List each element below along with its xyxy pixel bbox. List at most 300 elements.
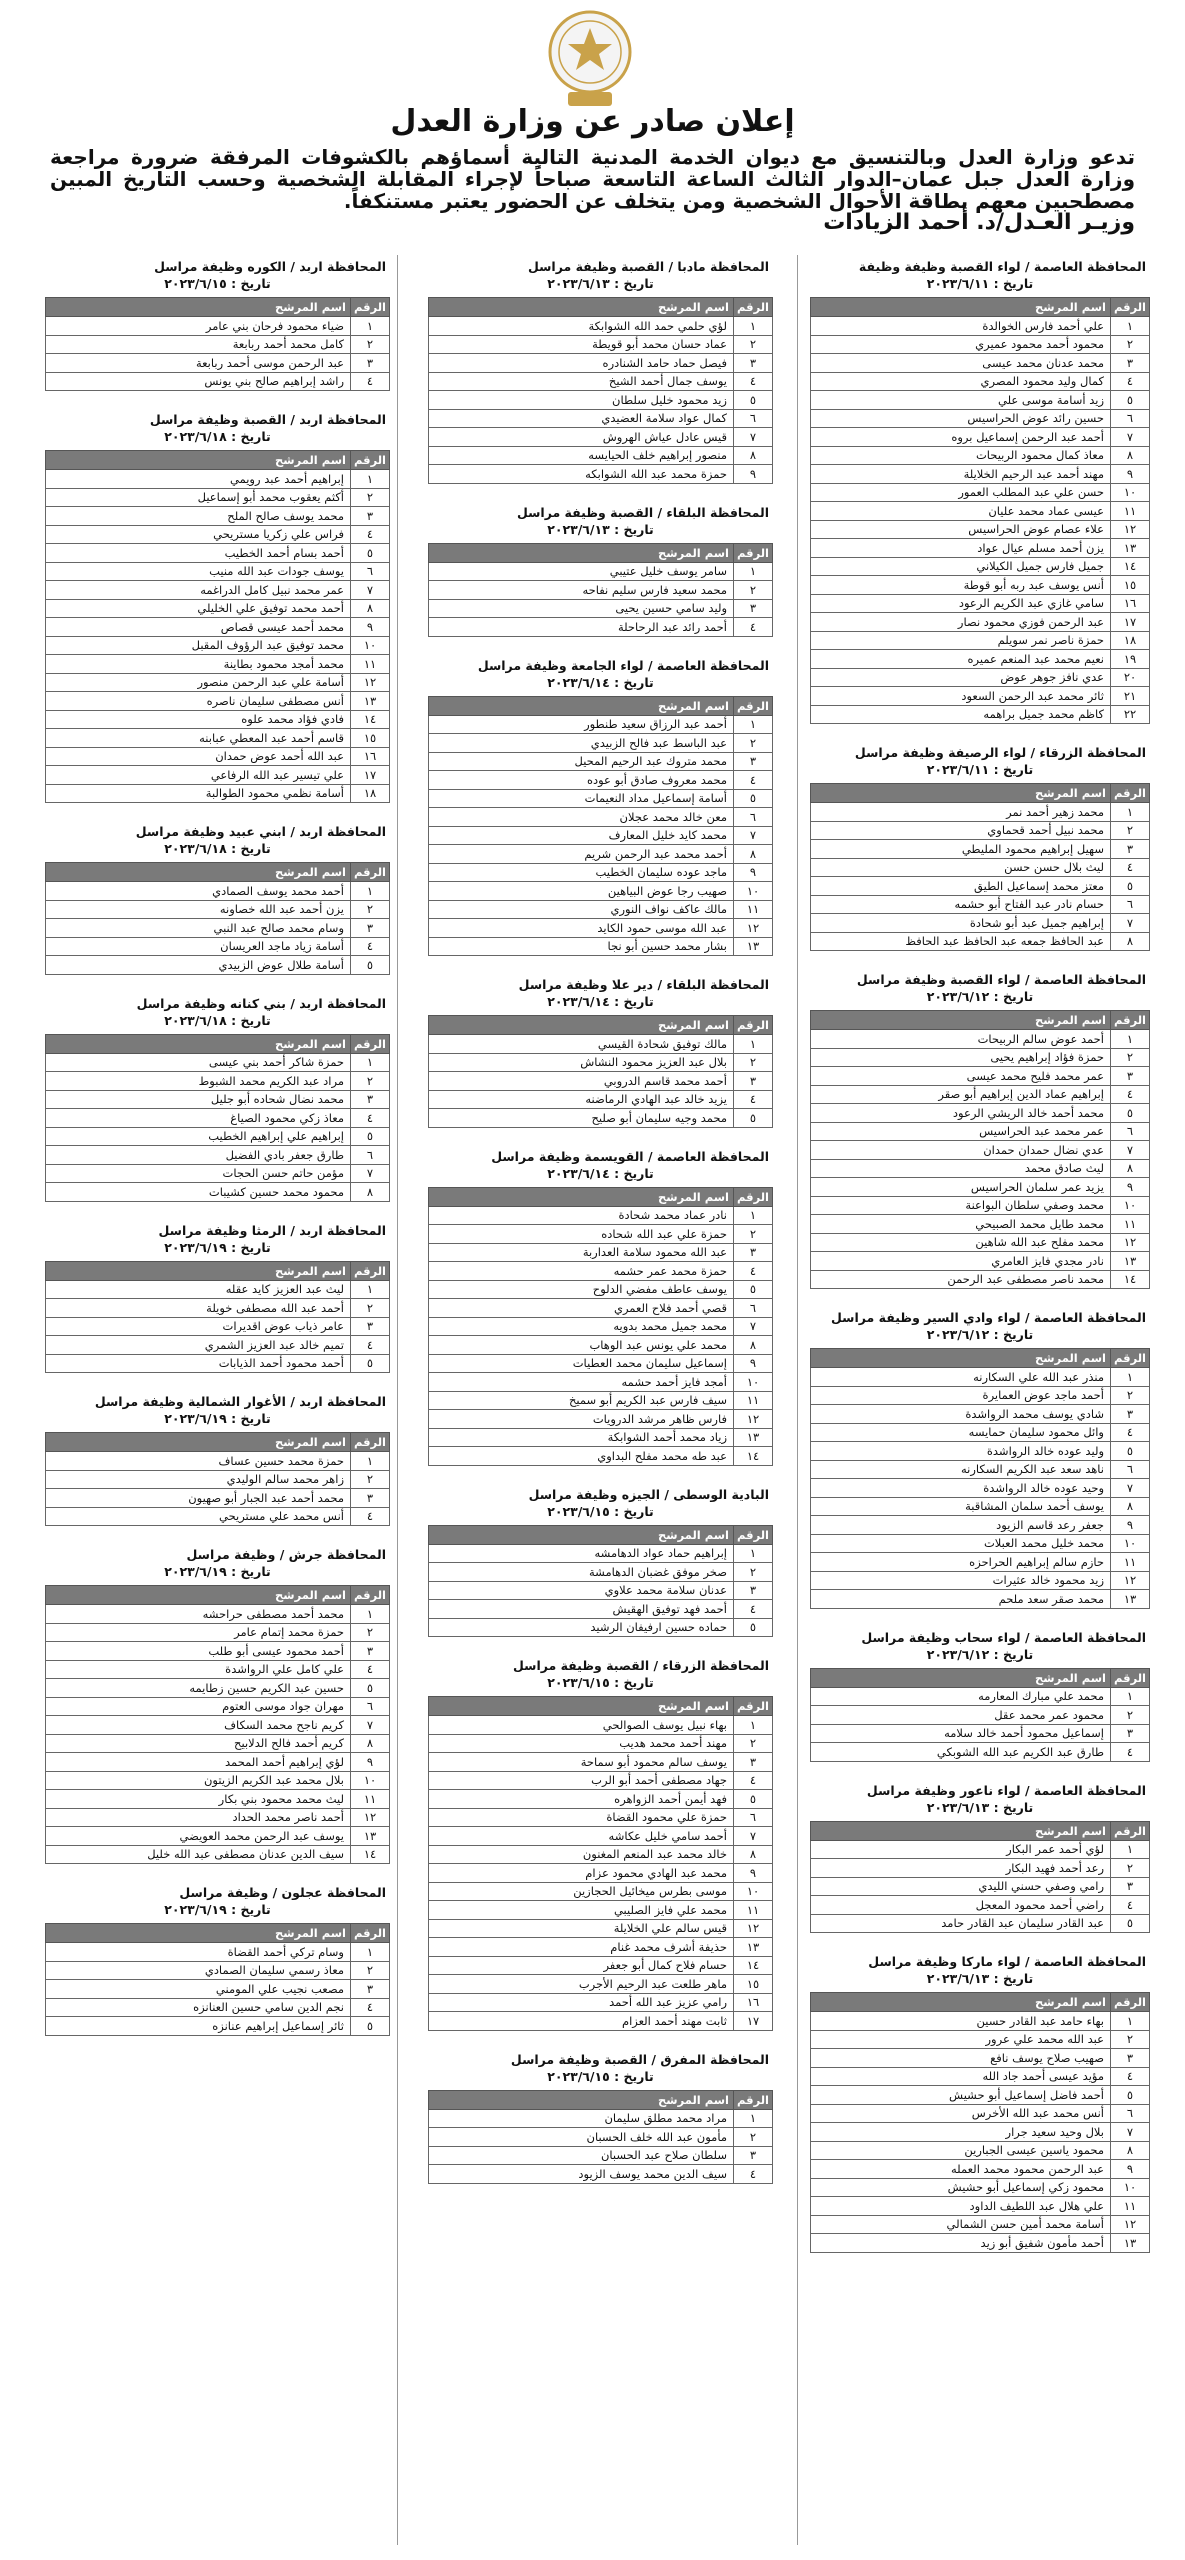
candidate-section bbox=[810, 1782, 1150, 1934]
candidate-name: وسام تركي أحمد القضاة bbox=[46, 1943, 351, 1962]
row-number: ١٢ bbox=[734, 919, 773, 938]
candidates-table bbox=[810, 1821, 1150, 1934]
table-row bbox=[429, 1109, 773, 1128]
section-title: المحافظة مادبا / القصبة وظيفة مراسل bbox=[527, 259, 769, 274]
row-number: ٦ bbox=[734, 1808, 773, 1827]
candidate-name: ثائر محمد عبد الرحمن السعود bbox=[811, 687, 1111, 706]
table-row bbox=[811, 1896, 1150, 1915]
candidate-name: محمد علي يونس عبد الوهاب bbox=[429, 1336, 734, 1355]
candidate-name: علاء عصام عوض الحراسيس bbox=[811, 520, 1111, 539]
candidate-name: عبد الله موسى حمود الكايد bbox=[429, 919, 734, 938]
row-number: ١١ bbox=[1111, 1215, 1150, 1234]
candidate-name: مهند أحمد محمد هديب bbox=[429, 1734, 734, 1753]
candidate-name: أحمد محمد قاسم الدروبي bbox=[429, 1072, 734, 1091]
candidate-name: علي أحمد فارس الخوالدة bbox=[811, 317, 1111, 336]
row-number: ٣ bbox=[734, 1243, 773, 1262]
row-number: ١٣ bbox=[1111, 2234, 1150, 2253]
table-row bbox=[46, 335, 390, 354]
table-row bbox=[429, 1410, 773, 1429]
num-header: الرقم bbox=[734, 543, 773, 562]
candidate-name: حمزة محمد عمر حشمه bbox=[429, 1262, 734, 1281]
candidate-name: محمد أحمد مصطفى حراحشه bbox=[46, 1605, 351, 1624]
section-date: تاريخ : ٢٠٢٣/٦/١٩ bbox=[164, 1411, 271, 1426]
table-row bbox=[46, 1790, 390, 1809]
candidates-table bbox=[810, 1992, 1150, 2253]
row-number: ٥ bbox=[351, 544, 390, 563]
section-date: تاريخ : ٢٠٢٣/٦/١٨ bbox=[164, 429, 271, 444]
row-number: ١٩ bbox=[1111, 650, 1150, 669]
candidate-name: قيس عادل عياش الهروش bbox=[429, 428, 734, 447]
table-row bbox=[811, 2104, 1150, 2123]
candidate-name: عبد الله أحمد عوض حمدان bbox=[46, 747, 351, 766]
table-row bbox=[811, 483, 1150, 502]
section-title: المحافظة العاصمة / لواء الجامعة وظيفة مراسل bbox=[477, 657, 769, 673]
section-title: المحافظة عجلون / وظيفة مراسل bbox=[179, 1885, 386, 1900]
table-row bbox=[46, 317, 390, 336]
table-row bbox=[429, 937, 773, 956]
row-number: ٢ bbox=[734, 1225, 773, 1244]
candidate-name: صخر موفق غضبان الدهامشة bbox=[429, 1563, 734, 1582]
row-number: ١٠ bbox=[1111, 1534, 1150, 1553]
candidate-section bbox=[810, 971, 1150, 1289]
row-number: ٨ bbox=[734, 1845, 773, 1864]
row-number: ١٣ bbox=[1111, 1590, 1150, 1609]
row-number: ٧ bbox=[734, 826, 773, 845]
candidate-name: أسامة محمد أمين حسن الشمالي bbox=[811, 2215, 1111, 2234]
candidate-name: كمال وليد محمود المصري bbox=[811, 372, 1111, 391]
candidate-name: ليث بلال حسن حسن bbox=[811, 858, 1111, 877]
table-row bbox=[429, 1716, 773, 1735]
table-row bbox=[429, 2146, 773, 2165]
row-number: ٦ bbox=[1111, 409, 1150, 428]
table-row bbox=[811, 687, 1150, 706]
name-header: اسم المرشح bbox=[46, 1433, 351, 1452]
candidate-section bbox=[810, 744, 1150, 951]
table-row bbox=[46, 882, 390, 901]
row-number: ٦ bbox=[351, 1146, 390, 1165]
table-row bbox=[46, 372, 390, 391]
column-divider bbox=[397, 255, 398, 2545]
candidate-name: تميم خالد عبد العزيز الشمري bbox=[46, 1336, 351, 1355]
candidate-name: أحمد محمد عبد الرحمن شريم bbox=[429, 845, 734, 864]
section-title: المحافظة اربد / القصبة وظيفة مراسل bbox=[149, 412, 386, 427]
row-number: ٣ bbox=[1111, 840, 1150, 859]
section-title: المحافظة البلقاء / القصبة وظيفة مراسل bbox=[516, 504, 769, 520]
table-row bbox=[811, 2215, 1150, 2234]
table-row bbox=[811, 576, 1150, 595]
table-row bbox=[429, 581, 773, 600]
candidates-table bbox=[810, 297, 1150, 724]
table-row bbox=[811, 1479, 1150, 1498]
candidate-name: ناهد سعد عبد الكريم السكارنه bbox=[811, 1460, 1111, 1479]
candidate-name: يوسف عاطف مفضي الدلوح bbox=[429, 1280, 734, 1299]
candidate-name: سامي غازي عبد الكريم الرعود bbox=[811, 594, 1111, 613]
section-date: تاريخ : ٢٠٢٣/٦/١٥ bbox=[547, 1503, 654, 1519]
candidate-section bbox=[45, 1393, 390, 1526]
num-header: الرقم bbox=[351, 1034, 390, 1053]
candidate-name: أسامة زياد ماجد العريسان bbox=[46, 937, 351, 956]
row-number: ١ bbox=[1111, 1687, 1150, 1706]
row-number: ١٤ bbox=[351, 710, 390, 729]
candidate-name: عمر محمد نبيل كامل الدراغمه bbox=[46, 581, 351, 600]
table-row bbox=[811, 2012, 1150, 2031]
table-row bbox=[811, 1085, 1150, 1104]
section-date: تاريخ : ٢٠٢٣/٦/١٩ bbox=[164, 1239, 271, 1255]
table-row bbox=[46, 710, 390, 729]
candidate-section bbox=[810, 1629, 1150, 1762]
row-number: ٣ bbox=[351, 354, 390, 373]
num-header: الرقم bbox=[1111, 298, 1150, 317]
candidate-name: يزن أحمد عبد الله خصاونه bbox=[46, 900, 351, 919]
candidate-name: محمد متروك عبد الرحيم المحيل bbox=[429, 752, 734, 771]
table-row bbox=[429, 372, 773, 391]
row-number: ٨ bbox=[1111, 446, 1150, 465]
row-number: ١ bbox=[351, 470, 390, 489]
table-row bbox=[429, 1428, 773, 1447]
table-row bbox=[811, 446, 1150, 465]
candidate-section bbox=[428, 1148, 773, 1466]
candidate-name: أحمد ناصر محمد الحداد bbox=[46, 1808, 351, 1827]
row-number: ٧ bbox=[734, 428, 773, 447]
candidate-name: محمد أحمد عبد الجبار أبو صهيون bbox=[46, 1489, 351, 1508]
table-row bbox=[429, 1581, 773, 1600]
row-number: ٤ bbox=[1111, 858, 1150, 877]
candidate-name: راضي أحمد محمود المعجل bbox=[811, 1896, 1111, 1915]
row-number: ١ bbox=[734, 715, 773, 734]
row-number: ١ bbox=[734, 2109, 773, 2128]
candidate-name: راشد إبراهيم صالح بني يونس bbox=[46, 372, 351, 391]
table-row bbox=[811, 502, 1150, 521]
table-row bbox=[429, 1771, 773, 1790]
candidate-name: أحمد فاضل إسماعيل أبو حشيش bbox=[811, 2086, 1111, 2105]
name-header: اسم المرشح bbox=[46, 1261, 351, 1280]
candidate-name: زيد محمود خليل سلطان bbox=[429, 391, 734, 410]
table-row bbox=[46, 1164, 390, 1183]
table-row bbox=[46, 1679, 390, 1698]
candidate-name: وسام محمد صالح عبد النبي bbox=[46, 919, 351, 938]
row-number: ٢ bbox=[734, 1563, 773, 1582]
name-header: اسم المرشح bbox=[46, 863, 351, 882]
num-header: الرقم bbox=[734, 1016, 773, 1035]
row-number: ٤ bbox=[351, 1109, 390, 1128]
table-row bbox=[46, 618, 390, 637]
row-number: ٩ bbox=[734, 465, 773, 484]
row-number: ٥ bbox=[734, 1790, 773, 1809]
table-row bbox=[429, 562, 773, 581]
candidate-name: محمد مفلح عبد الله شاهين bbox=[811, 1233, 1111, 1252]
row-number: ٣ bbox=[351, 1317, 390, 1336]
section-date: تاريخ : ٢٠٢٣/٦/١٥ bbox=[547, 1675, 654, 1690]
candidate-name: عبد القادر سليمان عبد القادر حامد bbox=[811, 1914, 1111, 1933]
candidate-name: عبد الله محمد علي عرور bbox=[811, 2030, 1111, 2049]
row-number: ٦ bbox=[734, 808, 773, 827]
candidate-name: أسامة نظمي محمود الطوالبة bbox=[46, 784, 351, 803]
row-number: ٤ bbox=[734, 372, 773, 391]
row-number: ٢ bbox=[1111, 1386, 1150, 1405]
candidate-name: يزيد عمر سلمان الحراسيس bbox=[811, 1178, 1111, 1197]
candidate-name: بلال وحيد سعيد جرار bbox=[811, 2123, 1111, 2142]
row-number: ٥ bbox=[351, 1354, 390, 1373]
row-number: ١٧ bbox=[351, 766, 390, 785]
column-divider bbox=[797, 255, 798, 2545]
row-number: ٢ bbox=[1111, 2030, 1150, 2049]
candidate-name: عبد الله محمود سلامة العداربة bbox=[429, 1243, 734, 1262]
row-number: ١١ bbox=[734, 1901, 773, 1920]
row-number: ١٢ bbox=[1111, 2215, 1150, 2234]
table-row bbox=[46, 1507, 390, 1526]
table-row bbox=[429, 1447, 773, 1466]
row-number: ١٣ bbox=[1111, 539, 1150, 558]
row-number: ١١ bbox=[734, 1391, 773, 1410]
candidate-name: محمد كايد خليل المعارف bbox=[429, 826, 734, 845]
row-number: ٧ bbox=[1111, 1141, 1150, 1160]
table-row bbox=[811, 858, 1150, 877]
row-number: ٢ bbox=[734, 1053, 773, 1072]
section-title: المحافظة العاصمة / لواء القصبة وظيفة مراسل bbox=[856, 972, 1146, 987]
candidate-name: أحمد عبد الله مصطفى خويلة bbox=[46, 1299, 351, 1318]
table-row bbox=[429, 1734, 773, 1753]
candidate-name: موسى بطرس ميخائيل الحجازين bbox=[429, 1882, 734, 1901]
table-row bbox=[46, 1053, 390, 1072]
candidate-name: شادي يوسف محمد الرواشدة bbox=[811, 1405, 1111, 1424]
table-row bbox=[46, 692, 390, 711]
column-left bbox=[45, 258, 390, 2056]
table-row bbox=[811, 1141, 1150, 1160]
candidate-name: عيسى عماد محمد عليان bbox=[811, 502, 1111, 521]
table-row bbox=[811, 2197, 1150, 2216]
table-row bbox=[46, 1998, 390, 2017]
row-number: ٣ bbox=[351, 1090, 390, 1109]
candidate-name: محمد يوسف صالح الملح bbox=[46, 507, 351, 526]
table-row bbox=[429, 1864, 773, 1883]
candidate-section bbox=[428, 976, 773, 1128]
candidate-name: ماجد عوده سليمان الخطيب bbox=[429, 863, 734, 882]
table-row bbox=[429, 2109, 773, 2128]
section-title: المحافظة العاصمة / لواء وادي السير وظيفة مراسل bbox=[831, 1310, 1146, 1325]
table-row bbox=[46, 1280, 390, 1299]
table-row bbox=[46, 1980, 390, 1999]
row-number: ٥ bbox=[1111, 877, 1150, 896]
intro-text: تدعو وزارة العدل وبالتنسيق مع ديوان الخدمة المدنية التالية أسماؤهم بالكشوفات المرفقة ضرورة مراجعة وزارة العدل جبل عمان–الدوار الثالث الساعة التاسعة صباحاً لإجراء المقابلة الشخصية وحسب التاريخ المبين مصطحبين معهم بطاقة الأحوال الشخصية ومن يتخلف عن الحضور يعتبر مستنكفاً. bbox=[50, 145, 1135, 213]
candidate-name: معتز محمد إسماعيل الطيق bbox=[811, 877, 1111, 896]
row-number: ١٤ bbox=[351, 1845, 390, 1864]
row-number: ٢ bbox=[1111, 335, 1150, 354]
num-header: الرقم bbox=[1111, 1668, 1150, 1687]
row-number: ١ bbox=[351, 1452, 390, 1471]
row-number: ٦ bbox=[1111, 1122, 1150, 1141]
candidate-name: إبراهيم حماد عواد الدهامشه bbox=[429, 1544, 734, 1563]
row-number: ٣ bbox=[351, 919, 390, 938]
table-row bbox=[811, 1423, 1150, 1442]
candidate-name: عدي نافز جوهر عوض bbox=[811, 668, 1111, 687]
candidate-name: حمزة علي محمود القضاة bbox=[429, 1808, 734, 1827]
name-header: اسم المرشح bbox=[811, 1349, 1111, 1368]
candidate-name: عامر ذياب عوض اقديرات bbox=[46, 1317, 351, 1336]
table-row bbox=[429, 826, 773, 845]
row-number: ٨ bbox=[734, 1336, 773, 1355]
row-number: ٤ bbox=[1111, 372, 1150, 391]
row-number: ٨ bbox=[1111, 2141, 1150, 2160]
table-row bbox=[46, 1753, 390, 1772]
table-row bbox=[811, 539, 1150, 558]
table-row bbox=[429, 1090, 773, 1109]
name-header: اسم المرشح bbox=[429, 1187, 734, 1206]
table-row bbox=[46, 1961, 390, 1980]
candidate-section bbox=[45, 1546, 390, 1864]
table-row bbox=[46, 1623, 390, 1642]
candidate-name: يوسف أحمد سلمان المشاقبة bbox=[811, 1497, 1111, 1516]
candidate-name: محمد عدنان محمد عيسى bbox=[811, 354, 1111, 373]
table-row bbox=[811, 1048, 1150, 1067]
table-row bbox=[429, 1317, 773, 1336]
table-row bbox=[811, 877, 1150, 896]
section-date: تاريخ : ٢٠٢٣/٦/١٩ bbox=[164, 1564, 271, 1579]
table-row bbox=[46, 1808, 390, 1827]
table-row bbox=[429, 919, 773, 938]
candidate-name: مالك توفيق شحادة القيسي bbox=[429, 1035, 734, 1054]
row-number: ٢ bbox=[351, 1299, 390, 1318]
candidates-table bbox=[428, 1187, 773, 1466]
candidate-name: عمر محمد فليح محمد عيسى bbox=[811, 1067, 1111, 1086]
row-number: ١١ bbox=[351, 1790, 390, 1809]
row-number: ٩ bbox=[1111, 2160, 1150, 2179]
candidate-name: أحمد محمد توفيق علي الخليلي bbox=[46, 599, 351, 618]
table-row bbox=[429, 428, 773, 447]
table-row bbox=[811, 465, 1150, 484]
candidate-section bbox=[45, 258, 390, 391]
table-row bbox=[429, 446, 773, 465]
table-row bbox=[811, 1233, 1150, 1252]
row-number: ٢ bbox=[1111, 1048, 1150, 1067]
table-row bbox=[429, 1072, 773, 1091]
candidate-name: محمد نبيل أحمد قحماوي bbox=[811, 821, 1111, 840]
candidate-name: محمد أحمد عيسى قصاص bbox=[46, 618, 351, 637]
candidate-name: إسماعيل محمود أحمد خالد سلامه bbox=[811, 1724, 1111, 1743]
row-number: ١٦ bbox=[351, 747, 390, 766]
row-number: ٧ bbox=[351, 581, 390, 600]
row-number: ١٦ bbox=[734, 1993, 773, 2012]
candidate-name: أحمد ماجد عوض العمايرة bbox=[811, 1386, 1111, 1405]
candidate-name: إسماعيل سليمان محمد العطيات bbox=[429, 1354, 734, 1373]
candidate-name: وائل محمود سليمان حمايسه bbox=[811, 1423, 1111, 1442]
table-row bbox=[811, 1386, 1150, 1405]
candidate-name: محمد جميل محمد بدويه bbox=[429, 1317, 734, 1336]
table-row bbox=[429, 1901, 773, 1920]
candidate-name: ثائر إسماعيل إبراهيم عنانزه bbox=[46, 2017, 351, 2036]
candidate-name: حمزة شاكر أحمد بني عيسى bbox=[46, 1053, 351, 1072]
candidates-table bbox=[45, 297, 390, 391]
candidate-name: حسام نادر عبد الفتاح أبو حشمه bbox=[811, 895, 1111, 914]
candidate-name: زيد محمود خالد عثيرات bbox=[811, 1571, 1111, 1590]
candidate-name: وحيد عوده خالد الرواشدة bbox=[811, 1479, 1111, 1498]
row-number: ١٣ bbox=[1111, 1252, 1150, 1271]
table-row bbox=[429, 863, 773, 882]
row-number: ٣ bbox=[1111, 1067, 1150, 1086]
num-header: الرقم bbox=[351, 298, 390, 317]
row-number: ١ bbox=[1111, 803, 1150, 822]
table-row bbox=[46, 1845, 390, 1864]
candidate-name: محمد علي فايز الصليبي bbox=[429, 1901, 734, 1920]
row-number: ١٤ bbox=[734, 1447, 773, 1466]
row-number: ٤ bbox=[734, 1090, 773, 1109]
candidate-section bbox=[810, 1309, 1150, 1609]
table-row bbox=[429, 1938, 773, 1957]
candidate-name: فراس علي زكريا مستريحي bbox=[46, 525, 351, 544]
row-number: ٥ bbox=[734, 1280, 773, 1299]
candidates-table bbox=[45, 862, 390, 975]
table-row bbox=[811, 1104, 1150, 1123]
table-row bbox=[429, 2165, 773, 2184]
row-number: ٨ bbox=[351, 599, 390, 618]
row-number: ٩ bbox=[734, 1864, 773, 1883]
table-row bbox=[46, 1299, 390, 1318]
candidate-name: كريم ناجح محمد السكاف bbox=[46, 1716, 351, 1735]
row-number: ٩ bbox=[1111, 1516, 1150, 1535]
table-row bbox=[429, 1544, 773, 1563]
row-number: ٢ bbox=[351, 1470, 390, 1489]
row-number: ٣ bbox=[351, 1489, 390, 1508]
row-number: ٧ bbox=[351, 1164, 390, 1183]
table-row bbox=[46, 900, 390, 919]
table-row bbox=[46, 655, 390, 674]
candidate-name: محمود ياسين عيسى الجبارين bbox=[811, 2141, 1111, 2160]
row-number: ٢ bbox=[1111, 821, 1150, 840]
candidate-name: محمود محمد حسين كشيبات bbox=[46, 1183, 351, 1202]
candidate-name: محمد أحمد خالد الريشي الرعود bbox=[811, 1104, 1111, 1123]
table-row bbox=[811, 613, 1150, 632]
section-title: المحافظة اربد / الكوره وظيفة مراسل bbox=[154, 259, 386, 274]
candidate-name: حمزة محمد عبد الله الشوابكه bbox=[429, 465, 734, 484]
row-number: ٤ bbox=[1111, 2067, 1150, 2086]
candidate-name: أنس يوسف عبد ربه أبو قوطة bbox=[811, 576, 1111, 595]
candidate-name: لؤي حلمي حمد الله الشوابكة bbox=[429, 317, 734, 336]
row-number: ١ bbox=[351, 882, 390, 901]
row-number: ٥ bbox=[351, 1127, 390, 1146]
row-number: ١٥ bbox=[351, 729, 390, 748]
name-header: اسم المرشح bbox=[46, 451, 351, 470]
candidate-name: نجم الدين سامي حسين العنانزه bbox=[46, 1998, 351, 2017]
candidate-name: أحمد عوض سالم الربيحات bbox=[811, 1030, 1111, 1049]
minister-signature: وزيـر العـدل/د. أحمد الزيادات bbox=[823, 210, 1135, 235]
candidate-name: منصور إبراهيم خلف الحيايسه bbox=[429, 446, 734, 465]
candidate-name: سيف الدين محمد يوسف الزيود bbox=[429, 2165, 734, 2184]
row-number: ١٢ bbox=[734, 1919, 773, 1938]
candidate-name: سهيل إبراهيم محمود المليطي bbox=[811, 840, 1111, 859]
row-number: ٤ bbox=[734, 771, 773, 790]
table-row bbox=[429, 1262, 773, 1281]
table-row bbox=[46, 1943, 390, 1962]
row-number: ٣ bbox=[734, 599, 773, 618]
table-row bbox=[811, 2049, 1150, 2068]
row-number: ١ bbox=[1111, 1840, 1150, 1859]
section-date: تاريخ : ٢٠٢٣/٦/١٤ bbox=[547, 1165, 654, 1181]
table-row bbox=[811, 409, 1150, 428]
row-number: ١٠ bbox=[351, 1771, 390, 1790]
row-number: ٤ bbox=[351, 372, 390, 391]
table-row bbox=[46, 1452, 390, 1471]
candidate-section bbox=[428, 504, 773, 637]
candidate-name: سيف الدين عدنان مصطفى عبد الله خليل bbox=[46, 1845, 351, 1864]
row-number: ١ bbox=[734, 562, 773, 581]
row-number: ٤ bbox=[1111, 1743, 1150, 1762]
candidates-table bbox=[428, 2090, 773, 2184]
name-header: اسم المرشح bbox=[811, 1668, 1111, 1687]
candidate-name: معاذ زكي محمود الصياغ bbox=[46, 1109, 351, 1128]
table-row bbox=[811, 895, 1150, 914]
name-header: اسم المرشح bbox=[811, 1011, 1111, 1030]
section-title: المحافظة العاصمة / لواء ماركا وظيفة مراسل bbox=[868, 1954, 1146, 1969]
candidate-name: مراد محمد مطلق سليمان bbox=[429, 2109, 734, 2128]
